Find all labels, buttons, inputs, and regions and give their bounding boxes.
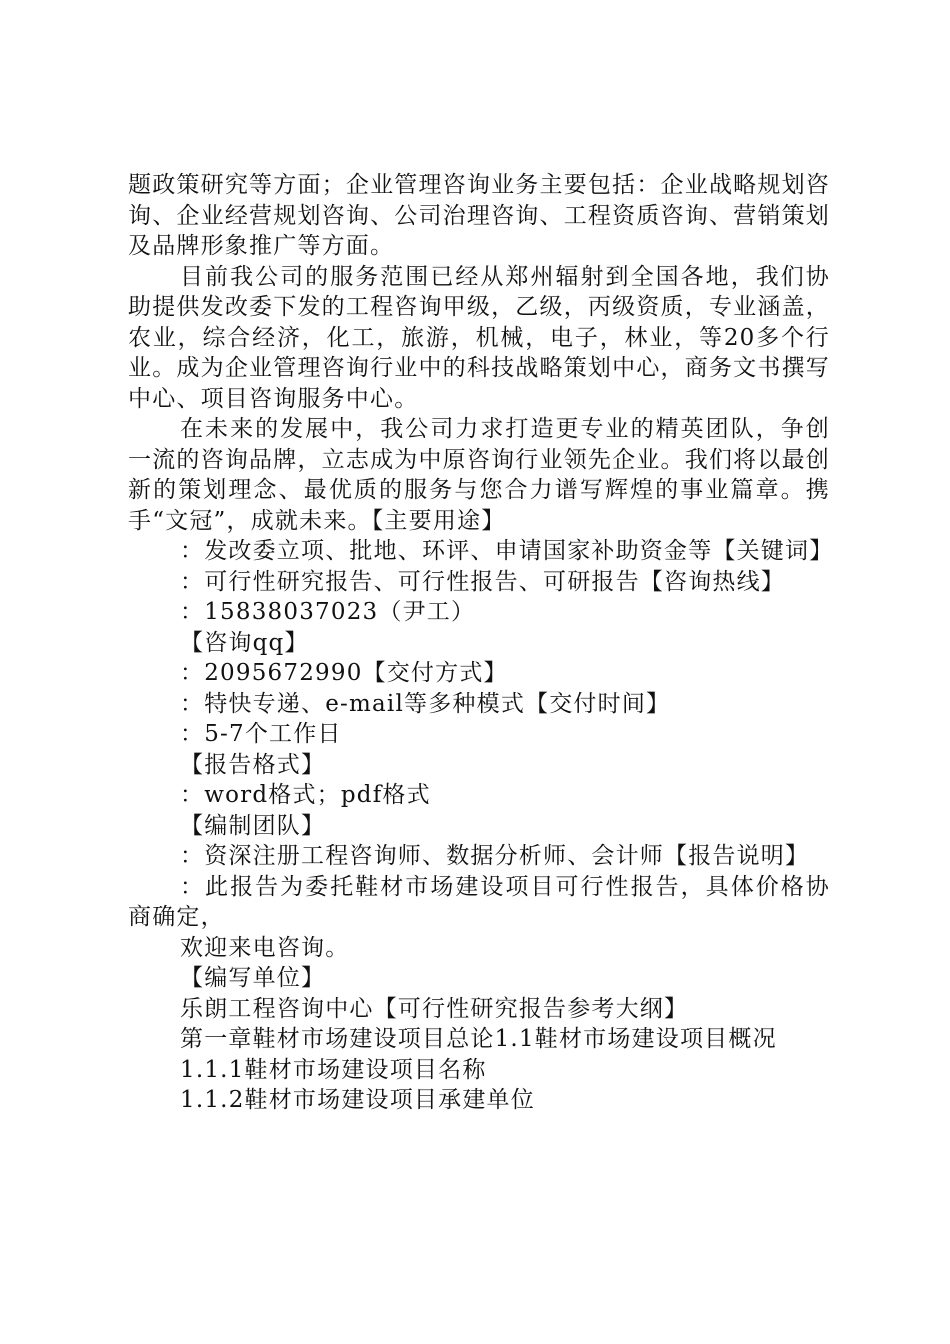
line-format-label: 【报告格式】 — [180, 751, 326, 778]
line-delivery: ：特快专递、e-mail等多种模式【交付时间】 — [180, 690, 671, 717]
line-unit-label: 【编写单位】 — [180, 965, 326, 991]
document-body — [128, 170, 834, 1116]
paragraph-services: 题政策研究等方面；企业管理咨询业务主要包括：企业战略规划咨询、企业经营规划咨询、公司治理咨询、工程资质咨询、营销策划及品牌形象推广等方面。 — [128, 172, 830, 259]
line-delivery-time: ：5-7个工作日 — [180, 721, 342, 747]
paragraph-future: 在未来的发展中，我公司力求打造更专业的精英团队，争创一流的咨询品牌，立志成为中原咨询行业领先企业。我们将以最创新的策划理念、最优质的服务与您合力谱写辉煌的事业篇章。携手“文冠”，成就未来。【主要用途】 — [128, 416, 830, 534]
line-qq: ：2095672990【交付方式】 — [180, 660, 508, 686]
line-section-1-1-1: 1.1.1鞋材市场建设项目名称 — [180, 1056, 487, 1083]
line-chapter-1: 第一章鞋材市场建设项目总论1.1鞋材市场建设项目概况 — [180, 1026, 777, 1052]
line-format: ：word格式；pdf格式 — [180, 782, 431, 808]
line-note: ：此报告为委托鞋材市场建设项目可行性报告，具体价格协商确定， — [128, 873, 830, 930]
line-qq-label: 【咨询qq】 — [180, 629, 309, 656]
line-keywords: ：可行性研究报告、可行性报告、可研报告【咨询热线】 — [180, 568, 785, 595]
line-welcome: 欢迎来电咨询。 — [180, 934, 350, 961]
line-team-label: 【编制团队】 — [180, 812, 326, 839]
line-unit: 乐朗工程咨询中心【可行性研究报告参考大纲】 — [180, 995, 689, 1022]
line-section-1-1-2: 1.1.2鞋材市场建设项目承建单位 — [180, 1087, 535, 1113]
paragraph-scope: 目前我公司的服务范围已经从郑州辐射到全国各地，我们协助提供发改委下发的工程咨询甲级，乙级，丙级资质，专业涵盖，农业，综合经济，化工，旅游，机械，电子，林业，等20多个行业。成为企业管理咨询行业中的科技战略策划中心，商务文书撰写中心、项目咨询服务中心。 — [128, 263, 830, 412]
line-hotline: ：15838037023（尹工） — [180, 599, 476, 625]
line-usage: ：发改委立项、批地、环评、申请国家补助资金等【关键词】 — [180, 538, 834, 564]
line-team: ：资深注册工程咨询师、数据分析师、会计师【报告说明】 — [180, 843, 810, 869]
